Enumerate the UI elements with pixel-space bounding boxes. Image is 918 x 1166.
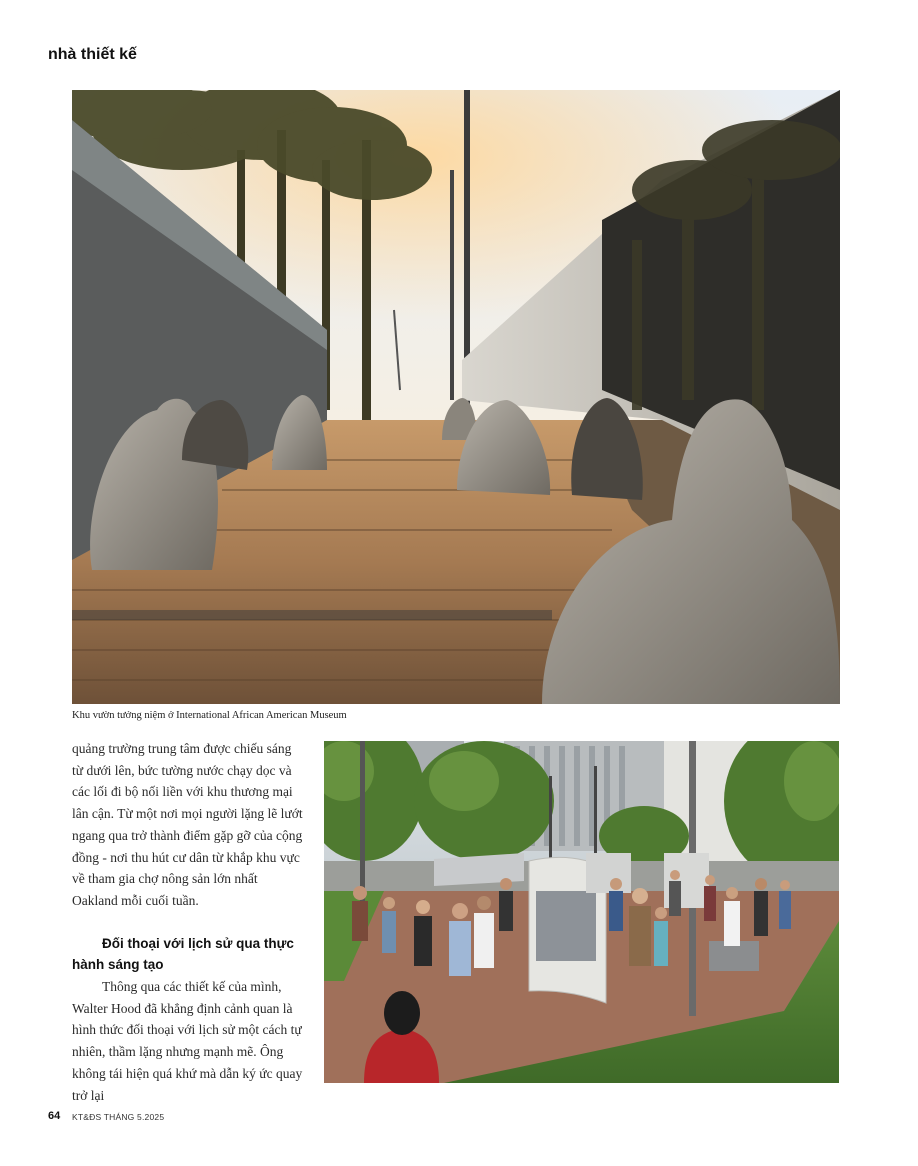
article-column (72, 738, 304, 1106)
page-number: 64 (48, 1110, 61, 1122)
memorial-garden-photo (72, 90, 840, 704)
magazine-issue: KT&ĐS THÁNG 5.2025 (72, 1112, 165, 1122)
plaza-crowd-photo (324, 741, 839, 1083)
article-paragraph: Thông qua các thiết kế của mình, Walter Hood đã khẳng định cảnh quan là hình thức đối thoại với lịch sử một cách tự nhiên, thầm lặng nhưng mạnh mẽ. Ông không tái hiện quá khứ mà dẫn ký ức quay trở lại (72, 979, 303, 1103)
article-paragraph: quảng trường trung tâm được chiếu sáng từ dưới lên, bức tường nước chạy dọc và các lối đi bộ nối liền với khu thương mại lân cận. Từ một nơi mọi người lặng lẽ lướt ngang qua trở thành điểm gặp gỡ của cộng đồng - nơi thu hút cư dân từ khắp khu vực về tham gia chợ nông sản lớn nhất Oakland mỗi cuối tuần. (72, 741, 303, 908)
section-label: nhà thiết kế (48, 46, 137, 63)
top-photo-caption: Khu vườn tưởng niệm ở International African American Museum (72, 710, 347, 721)
article-subheading: Đối thoại với lịch sử qua thực hành sáng tạo (72, 935, 294, 973)
